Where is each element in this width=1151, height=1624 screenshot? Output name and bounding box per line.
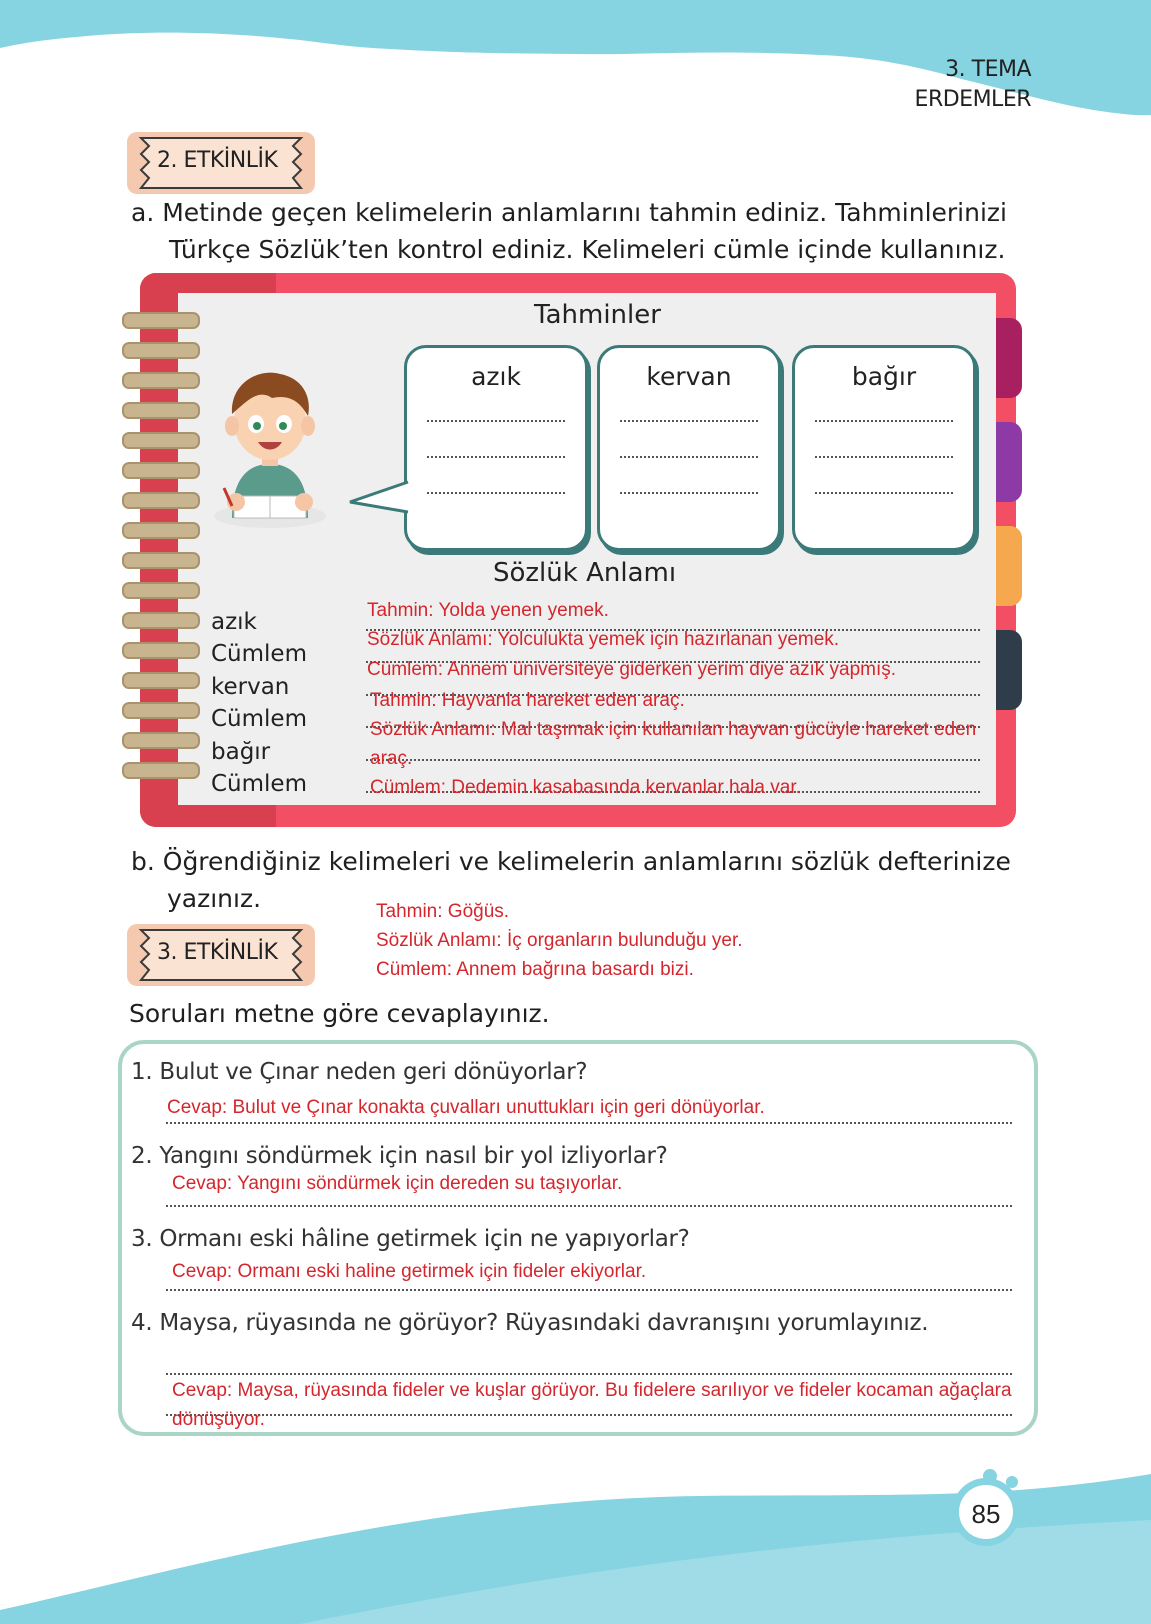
answer-question-1: Cevap: Bulut ve Çınar konakta çuvalları unuttukları için geri dönüyorlar. — [167, 1097, 765, 1118]
guess-line[interactable] — [620, 420, 758, 422]
question-3: 3. Ormanı eski hâline getirmek için ne yapıyorlar? — [131, 1226, 690, 1252]
theme-name: ERDEMLER — [914, 87, 1031, 112]
spiral-ring — [122, 462, 200, 479]
row-label-bagir: bağır — [211, 739, 271, 765]
row-label-sentence: Cümlem — [211, 706, 307, 732]
notebook-tab — [996, 422, 1022, 502]
answer-line[interactable] — [166, 1205, 1012, 1207]
question-4: 4. Maysa, rüyasında ne görüyor? Rüyasındaki davranışını yorumlayınız. — [131, 1310, 929, 1336]
guess-line[interactable] — [427, 420, 565, 422]
spiral-ring — [122, 372, 200, 389]
answer-bagir-dictionary: Sözlük Anlamı: İç organların bulunduğu yer. — [376, 930, 743, 951]
question-1: 1. Bulut ve Çınar neden geri dönüyorlar? — [131, 1059, 588, 1085]
notebook-tab — [996, 526, 1022, 606]
answer-question-3: Cevap: Ormanı eski haline getirmek için fideler ekiyorlar. — [172, 1261, 647, 1282]
notebook-tab — [996, 630, 1022, 710]
guess-word: bağır — [851, 362, 917, 391]
answer-question-4: Cevap: Maysa, rüyasında fideler ve kuşlar görüyor. Bu fidelere sarılıyor ve fideler kocaman ağaçlara — [172, 1380, 1012, 1401]
spiral-ring — [122, 552, 200, 569]
spiral-ring — [122, 312, 200, 329]
guess-bubble-kervan — [597, 345, 781, 551]
theme-number: 3. TEMA — [945, 57, 1031, 82]
activity2-instruction-b — [131, 843, 1011, 917]
instruction-a-line1: a. Metinde geçen kelimelerin anlamlarını tahmin ediniz. Tahminlerinizi — [131, 198, 1007, 227]
activity3-banner — [127, 924, 315, 986]
answer-line[interactable] — [166, 1414, 1012, 1416]
row-label-sentence: Cümlem — [211, 771, 307, 797]
answer-line[interactable] — [166, 1122, 1012, 1124]
page-number: 85 — [971, 1499, 1001, 1529]
writing-line[interactable] — [366, 759, 980, 761]
guess-line[interactable] — [620, 456, 758, 458]
guess-title: Tahminler — [534, 300, 661, 330]
guess-bubble-azik — [404, 345, 588, 551]
spiral-ring — [122, 762, 200, 779]
dictionary-title: Sözlük Anlamı — [493, 558, 677, 588]
boy-reading-illustration — [210, 368, 330, 530]
instruction-a-line2: Türkçe Sözlük’ten kontrol ediniz. Kelimeleri cümle içinde kullanınız. — [169, 235, 1006, 264]
answer-bagir-sentence: Cümlem: Annem bağrına basardı bizi. — [376, 959, 694, 980]
guess-bubble-bagir — [792, 345, 976, 551]
row-label-azik: azık — [211, 609, 257, 635]
spiral-ring — [122, 402, 200, 419]
guess-line[interactable] — [815, 420, 953, 422]
answer-bagir-guess: Tahmin: Göğüs. — [376, 901, 510, 922]
activity3-instruction: Soruları metne göre cevaplayınız. — [129, 999, 550, 1028]
bubble-tail — [348, 478, 410, 518]
answer-azik-sentence: Cümlem: Annem üniversiteye giderken yerim diye azık yapmış. — [367, 659, 897, 680]
spiral-ring — [122, 432, 200, 449]
instruction-b-line2: yazınız. — [167, 884, 262, 913]
activity2-banner-label: 2. ETKİNLİK — [157, 148, 278, 173]
guess-word: azık — [471, 362, 521, 391]
guess-word: kervan — [646, 362, 732, 391]
instruction-b-line1: b. Öğrendiğiniz kelimeleri ve kelimelerin anlamlarını sözlük defterinize — [131, 847, 1011, 876]
answer-question-2: Cevap: Yangını söndürmek için dereden su taşıyorlar. — [172, 1173, 623, 1194]
answer-azik-guess: Tahmin: Yolda yenen yemek. — [367, 600, 609, 621]
answer-kervan-dictionary-cont: araç. — [370, 748, 413, 769]
notebook-tab — [996, 318, 1022, 398]
spiral-ring — [122, 702, 200, 719]
answer-line[interactable] — [166, 1373, 1012, 1375]
guess-line[interactable] — [427, 492, 565, 494]
guess-line[interactable] — [815, 456, 953, 458]
question-2: 2. Yangını söndürmek için nasıl bir yol izliyorlar? — [131, 1143, 668, 1169]
spiral-ring — [122, 582, 200, 599]
answer-kervan-guess: Tahmin: Hayvanla hareket eden araç. — [370, 690, 685, 711]
answer-kervan-dictionary: Sözlük Anlamı: Mal taşımak için kullanılan hayvan gücüyle hareket eden — [370, 719, 977, 740]
spiral-ring — [122, 342, 200, 359]
spiral-ring — [122, 492, 200, 509]
answer-question-4-cont: dönüşüyor. — [172, 1409, 265, 1430]
activity2-banner — [127, 132, 315, 194]
answer-line[interactable] — [166, 1289, 1012, 1291]
answer-azik-dictionary: Sözlük Anlamı: Yolculukta yemek için hazırlanan yemek. — [367, 629, 840, 650]
spiral-ring — [122, 732, 200, 749]
guess-line[interactable] — [815, 492, 953, 494]
theme-header — [915, 55, 1031, 115]
spiral-ring — [122, 522, 200, 539]
activity2-instruction-a — [131, 194, 1007, 268]
spiral-ring — [122, 642, 200, 659]
answer-kervan-sentence: Cümlem: Dedemin kasabasında kervanlar hala var. — [370, 777, 801, 798]
row-label-kervan: kervan — [211, 674, 290, 700]
guess-line[interactable] — [620, 492, 758, 494]
spiral-ring — [122, 672, 200, 689]
activity3-banner-label: 3. ETKİNLİK — [157, 940, 278, 965]
row-label-sentence: Cümlem — [211, 641, 307, 667]
guess-line[interactable] — [427, 456, 565, 458]
spiral-ring — [122, 612, 200, 629]
